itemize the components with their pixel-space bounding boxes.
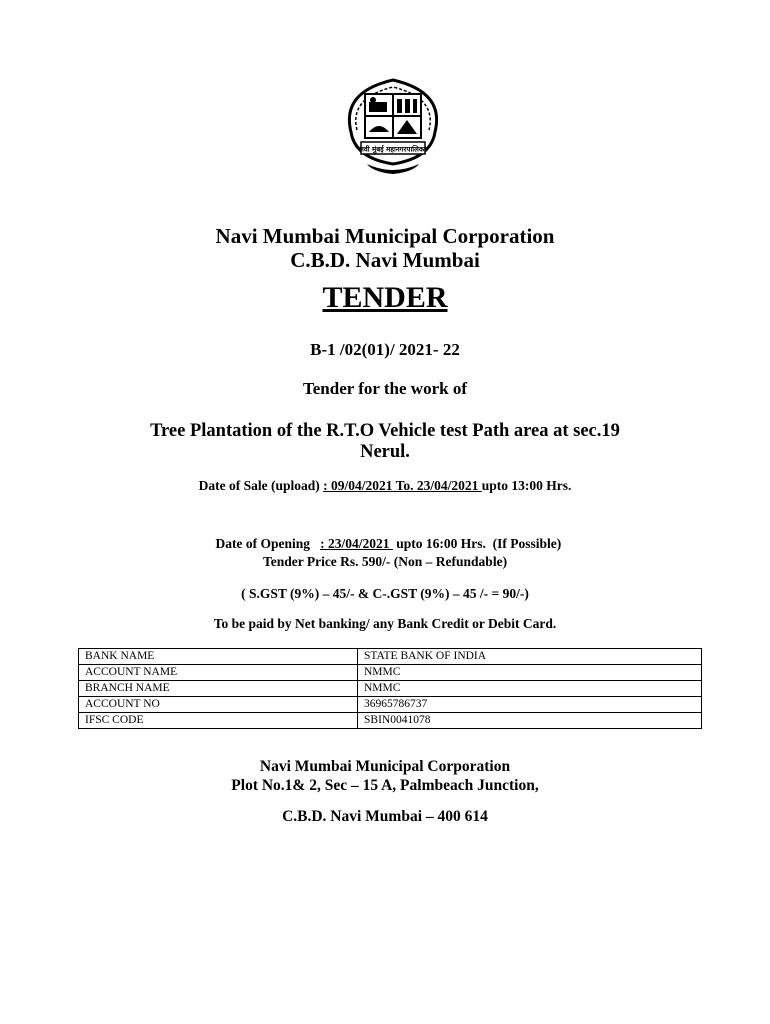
- sale-date-value: : 09/04/2021 To. 23/04/2021: [323, 478, 482, 493]
- org-city: C.B.D. Navi Mumbai: [290, 248, 480, 272]
- work-title-line2: Nerul.: [360, 442, 410, 462]
- opening-date-line: [0, 520, 770, 552]
- bank-value: NMMC: [358, 665, 702, 681]
- opening-date-suffix: upto 16:00 Hrs. (If Possible): [392, 536, 562, 551]
- opening-date-value: : 23/04/2021: [320, 536, 393, 551]
- bank-key: ACCOUNT NO: [79, 697, 358, 713]
- table-row: [79, 713, 702, 729]
- municipal-seal-icon: [331, 72, 455, 180]
- bank-key: ACCOUNT NAME: [79, 665, 358, 681]
- payment-note: To be paid by Net banking/ any Bank Credit or Debit Card.: [213, 616, 557, 631]
- bank-value: SBIN0041078: [358, 713, 702, 729]
- table-row: [79, 697, 702, 713]
- address-line1: Navi Mumbai Municipal Corporation: [259, 758, 511, 775]
- bank-value: 36965786737: [358, 697, 702, 713]
- tender-ref: B-1 /02(01)/ 2021- 22: [310, 340, 460, 359]
- address-line3: C.B.D. Navi Mumbai – 400 614: [282, 808, 488, 825]
- opening-date-label: Date of Opening: [215, 536, 321, 551]
- work-title-line1: Tree Plantation of the R.T.O Vehicle test Path area at sec.19: [150, 421, 620, 441]
- svg-text:नवी मुंबई महानगरपालिका: नवी मुंबई महानगरपालिका: [359, 145, 427, 154]
- tender-price: Tender Price Rs. 590/- (Non – Refundable): [262, 554, 508, 569]
- sale-date-line: [0, 478, 770, 494]
- gst-breakdown: ( S.GST (9%) – 45/- & C-.GST (9%) – 45 /- = 90/-): [241, 586, 529, 601]
- org-name: Navi Mumbai Municipal Corporation: [215, 224, 555, 248]
- bank-key: BRANCH NAME: [79, 681, 358, 697]
- bank-key: BANK NAME: [79, 649, 358, 665]
- bank-value: NMMC: [358, 681, 702, 697]
- table-row: [79, 681, 702, 697]
- bank-key: IFSC CODE: [79, 713, 358, 729]
- table-row: [79, 649, 702, 665]
- page-title: TENDER: [322, 281, 448, 314]
- sale-date-label: Date of Sale (upload): [198, 478, 324, 493]
- table-row: [79, 665, 702, 681]
- work-heading: Tender for the work of: [302, 379, 467, 398]
- bank-value: STATE BANK OF INDIA: [358, 649, 702, 665]
- bank-details-table: [78, 648, 702, 729]
- address-line2: Plot No.1& 2, Sec – 15 A, Palmbeach Junction,: [231, 777, 539, 794]
- sale-date-suffix: upto 13:00 Hrs.: [481, 478, 572, 493]
